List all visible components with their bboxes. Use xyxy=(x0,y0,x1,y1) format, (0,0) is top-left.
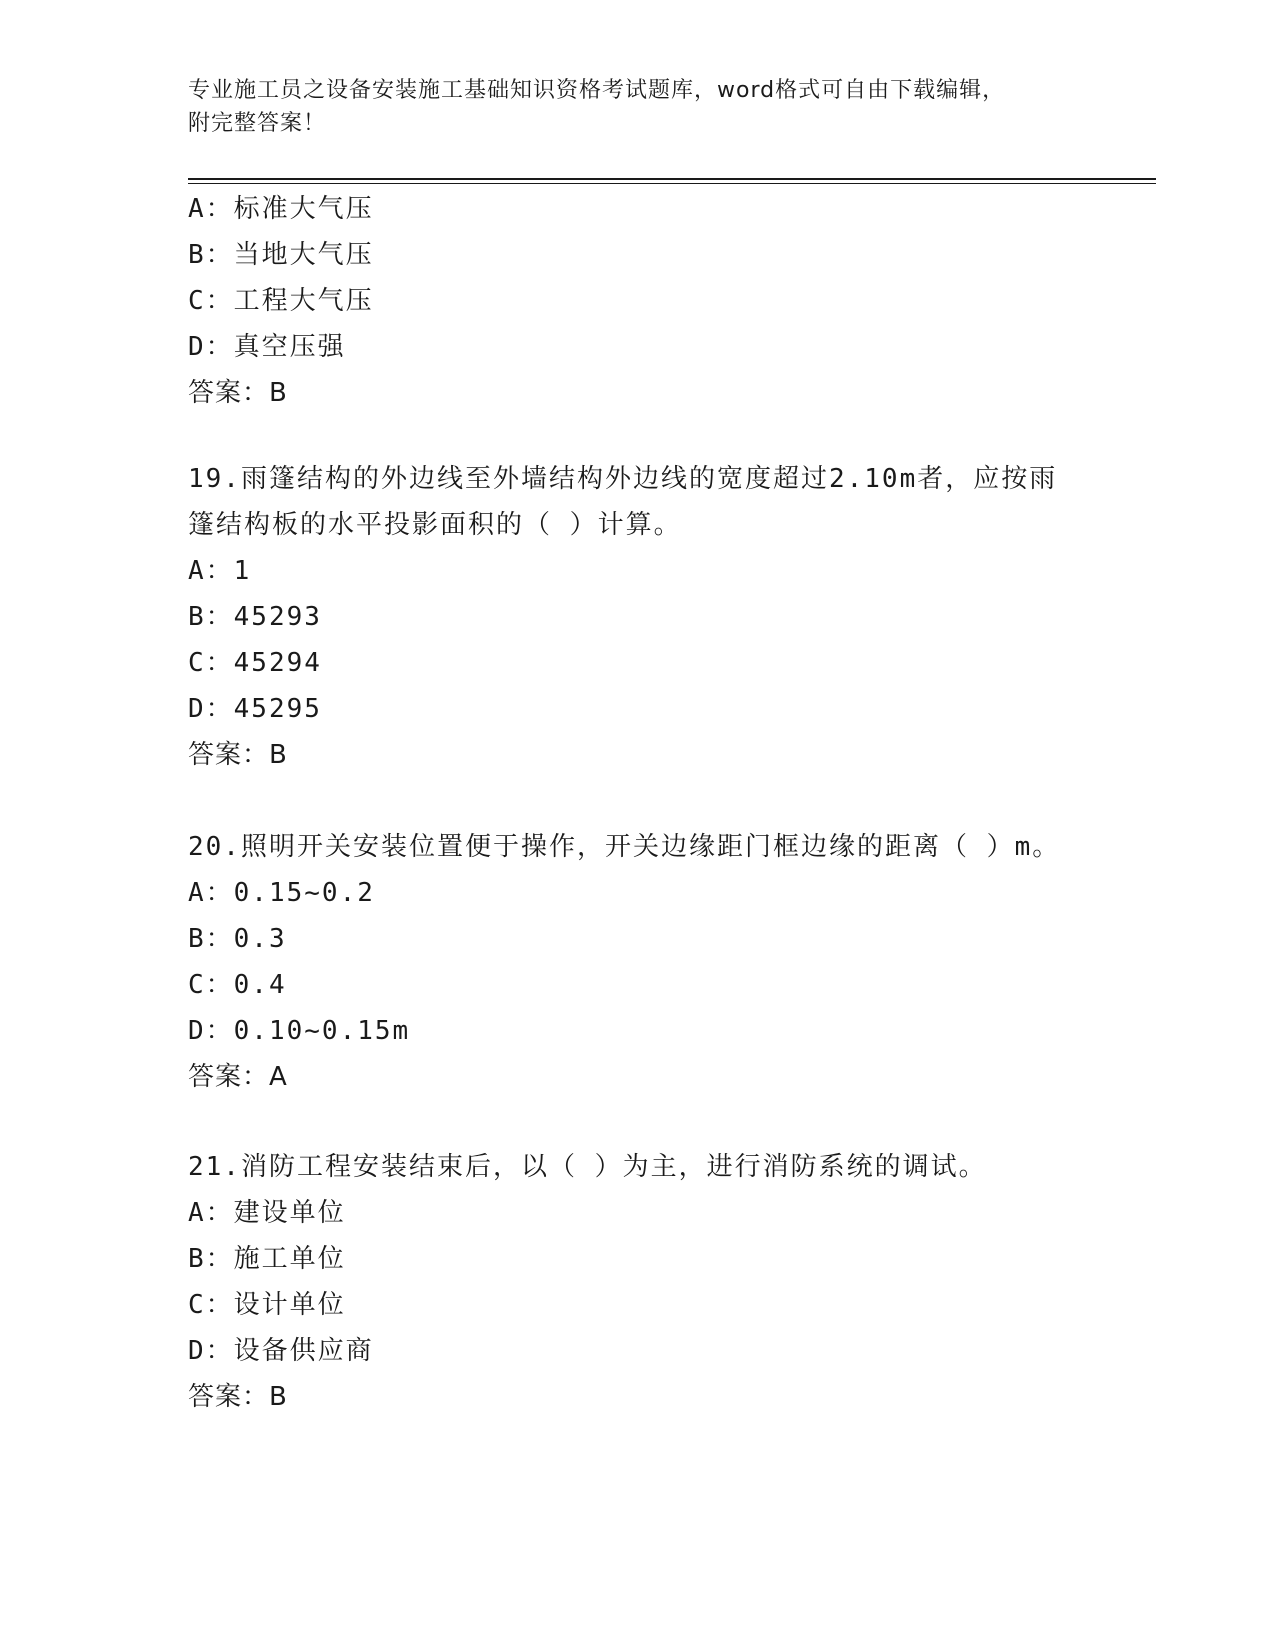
option-c: C：工程大气压 xyxy=(188,286,374,316)
header-divider-thin xyxy=(188,183,1156,184)
option-b: B：45293 xyxy=(188,602,322,632)
option-a: A：0.15~0.2 xyxy=(188,878,375,908)
option-b: B：0.3 xyxy=(188,924,287,954)
question-stem-line-1: 21.消防工程安装结束后，以（ ）为主，进行消防系统的调试。 xyxy=(188,1152,987,1182)
option-d: D：设备供应商 xyxy=(188,1336,374,1366)
option-a: A：1 xyxy=(188,556,252,586)
option-a: A：标准大气压 xyxy=(188,194,374,224)
option-a: A：建设单位 xyxy=(188,1198,346,1228)
option-b: B：当地大气压 xyxy=(188,240,374,270)
answer: 答案：A xyxy=(188,1062,288,1092)
question-stem-line-1: 19.雨篷结构的外边线至外墙结构外边线的宽度超过2.10m者，应按雨 xyxy=(188,464,1058,494)
header-divider-thick xyxy=(188,178,1156,180)
question-stem-line-2: 篷结构板的水平投影面积的（ ）计算。 xyxy=(188,510,682,540)
question-20 xyxy=(188,824,1088,1100)
question-18 xyxy=(188,186,1088,416)
option-d: D：0.10~0.15m xyxy=(188,1016,411,1046)
answer: 答案：B xyxy=(188,1382,288,1412)
answer: 答案：B xyxy=(188,740,288,770)
option-c: C：0.4 xyxy=(188,970,287,1000)
question-stem-line-1: 20.照明开关安装位置便于操作，开关边缘距门框边缘的距离（ ）m。 xyxy=(188,832,1061,862)
header-line-2: 附完整答案！ xyxy=(188,111,327,136)
option-d: D：真空压强 xyxy=(188,332,346,362)
option-c: C：45294 xyxy=(188,648,322,678)
option-d: D：45295 xyxy=(188,694,322,724)
header-line-1: 专业施工员之设备安装施工基础知识资格考试题库，word格式可自由下载编辑， xyxy=(188,78,1006,103)
answer: 答案：B xyxy=(188,378,288,408)
option-b: B：施工单位 xyxy=(188,1244,346,1274)
question-19 xyxy=(188,456,1088,778)
option-c: C：设计单位 xyxy=(188,1290,346,1320)
question-21 xyxy=(188,1144,1088,1420)
document-header xyxy=(188,74,1068,140)
